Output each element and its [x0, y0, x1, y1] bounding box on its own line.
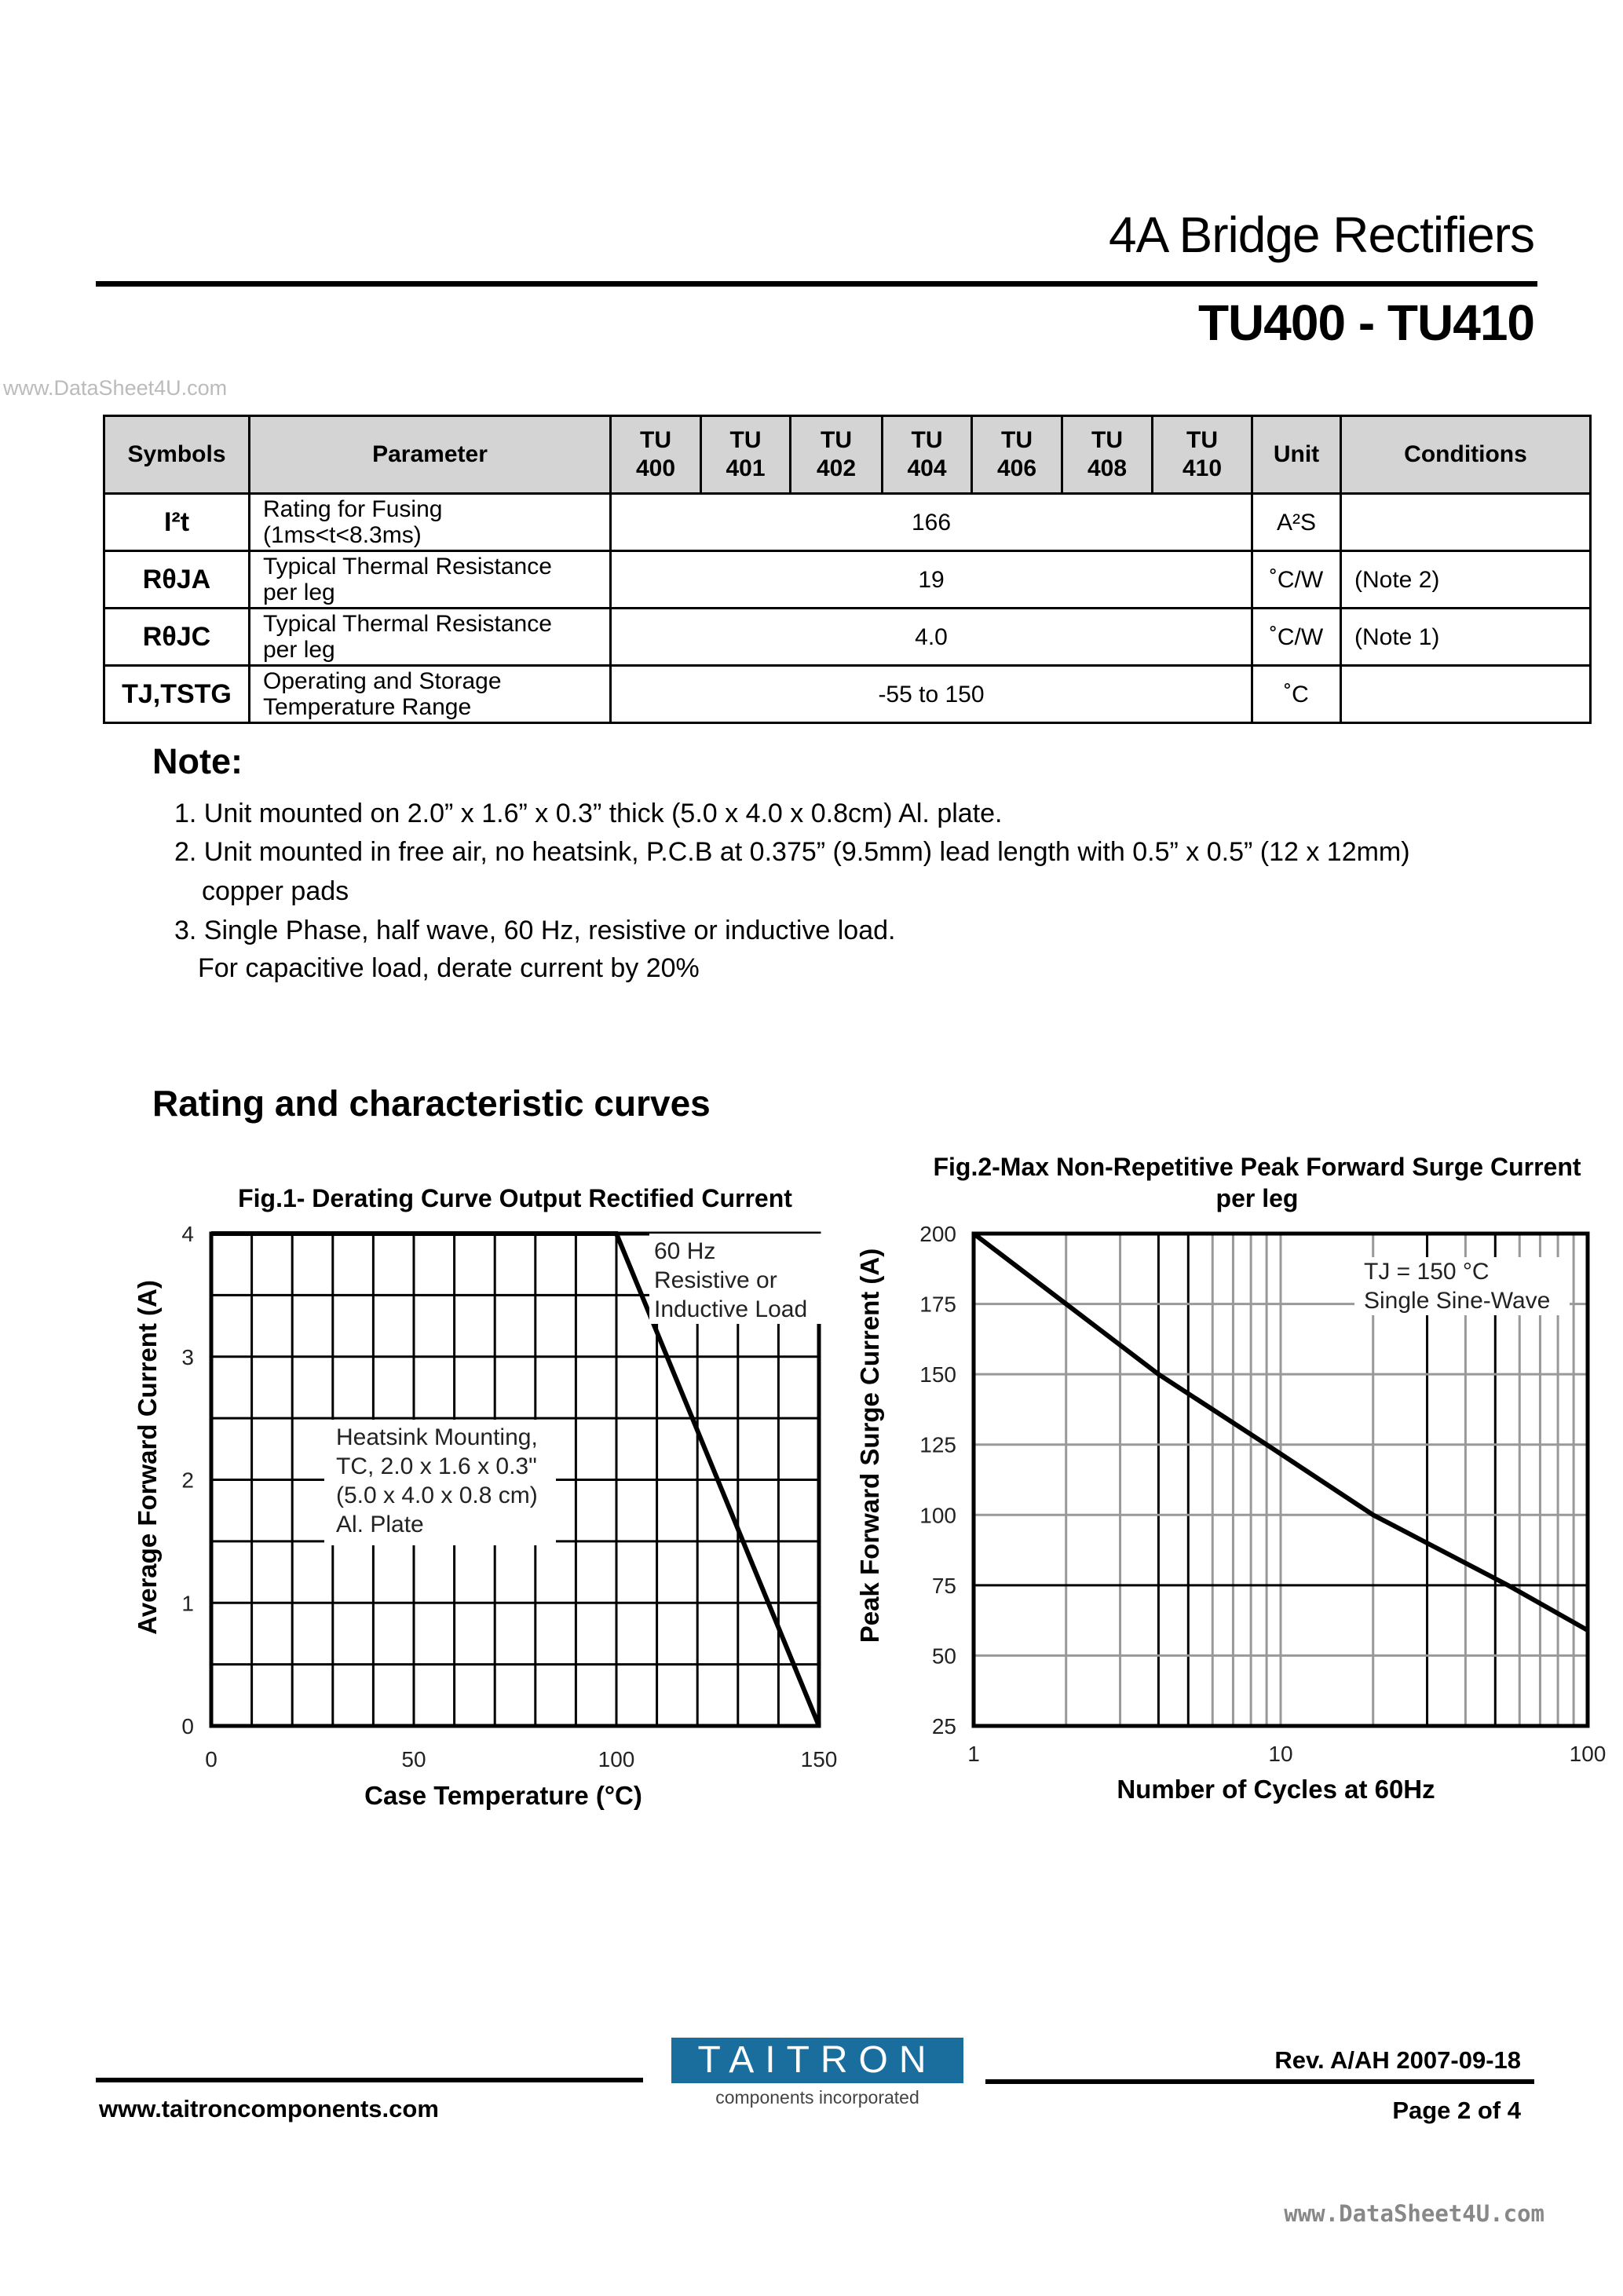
parameter-cell: Typical Thermal Resistance per leg	[250, 609, 611, 666]
fig1-title: Fig.1- Derating Curve Output Rectified Current	[238, 1184, 792, 1212]
header-symbols: Symbols	[104, 416, 250, 494]
unit-cell: ˚C	[1252, 666, 1341, 723]
parameter-cell: Rating for Fusing (1ms<t<8.3ms)	[250, 494, 611, 551]
header-rule	[96, 281, 1537, 287]
note-line: copper pads	[202, 876, 349, 906]
unit-cell: ˚C/W	[1252, 609, 1341, 666]
header-model: TU 406	[972, 416, 1062, 494]
unit-cell: ˚C/W	[1252, 551, 1341, 609]
parameter-cell: Operating and Storage Temperature Range	[250, 666, 611, 723]
footer-rule-right	[985, 2079, 1534, 2084]
revision: Rev. A/AH 2007-09-18	[1274, 2046, 1521, 2074]
conditions-cell	[1341, 494, 1591, 551]
y-tick-label: 200	[919, 1222, 956, 1246]
table-row	[104, 494, 1591, 551]
part-range: TU400 - TU410	[1197, 294, 1534, 351]
footer-rule-left	[96, 2078, 643, 2082]
table-row	[104, 666, 1591, 723]
y-tick-label: 25	[931, 1714, 956, 1738]
value-cell: -55 to 150	[611, 666, 1252, 723]
header-conditions: Conditions	[1341, 416, 1591, 494]
parameter-cell: Typical Thermal Resistance per leg	[250, 551, 611, 609]
y-tick-label: 4	[181, 1222, 194, 1246]
y-tick-label: 175	[919, 1292, 956, 1317]
table-row	[104, 551, 1591, 609]
header-unit: Unit	[1252, 416, 1341, 494]
note-line: 3. Single Phase, half wave, 60 Hz, resistive or inductive load.	[174, 916, 896, 945]
taitron-logo: TAITRON	[671, 2038, 963, 2083]
table-header-row	[104, 416, 1591, 494]
fig2-annotation: TJ = 150 °C Single Sine-Wave	[1354, 1257, 1570, 1315]
y-tick-label: 1	[181, 1591, 194, 1616]
y-tick-label: 2	[181, 1468, 194, 1493]
ratings-table	[103, 415, 1592, 724]
fig2-x-label: Number of Cycles at 60Hz	[1117, 1775, 1435, 1804]
y-tick-label: 125	[919, 1432, 956, 1457]
curves-heading: Rating and characteristic curves	[152, 1083, 711, 1124]
y-tick-label: 100	[919, 1503, 956, 1528]
x-tick-label: 150	[800, 1747, 838, 1771]
conditions-cell	[1341, 666, 1591, 723]
symbol-cell: RθJA	[104, 551, 250, 609]
fig1-annotation-load: 60 Hz Resistive or Inductive Load	[649, 1234, 822, 1324]
y-tick-label: 3	[181, 1344, 194, 1369]
y-tick-label: 150	[919, 1362, 956, 1387]
x-tick-label: 10	[1268, 1742, 1293, 1766]
value-cell: 19	[611, 551, 1252, 609]
x-tick-label: 100	[1569, 1742, 1607, 1766]
logo-tagline: components incorporated	[715, 2087, 919, 2108]
header-model: TU 401	[701, 416, 791, 494]
y-tick-label: 50	[931, 1643, 956, 1669]
header-model: TU 410	[1153, 416, 1252, 494]
value-cell: 4.0	[611, 609, 1252, 666]
document-title: 4A Bridge Rectifiers	[1108, 207, 1534, 263]
fig2-title: Fig.2-Max Non-Repetitive Peak Forward Surge Current	[933, 1153, 1581, 1181]
header-parameter: Parameter	[250, 416, 611, 494]
symbol-cell: RθJC	[104, 609, 250, 666]
symbol-cell: TJ,TSTG	[104, 666, 250, 723]
note-line: 1. Unit mounted on 2.0” x 1.6” x 0.3” thick (5.0 x 4.0 x 0.8cm) Al. plate.	[174, 799, 1003, 828]
unit-cell: A²S	[1252, 494, 1341, 551]
x-tick-label: 50	[401, 1747, 426, 1771]
notes-heading: Note:	[152, 741, 243, 781]
header-model: TU 402	[791, 416, 883, 494]
fig1-x-label: Case Temperature (°C)	[364, 1781, 642, 1810]
note-line: For capacitive load, derate current by 20%	[198, 953, 700, 983]
x-tick-label: 1	[967, 1742, 980, 1766]
header-model: TU 404	[883, 416, 972, 494]
table-row	[104, 609, 1591, 666]
symbol-cell: I²t	[104, 494, 250, 551]
header-model: TU 400	[611, 416, 701, 494]
y-tick-label: 0	[181, 1714, 194, 1738]
watermark: www.DataSheet4U.com	[3, 376, 228, 400]
x-tick-label: 0	[205, 1747, 217, 1771]
fig1-y-label: Average Forward Current (A)	[133, 1280, 162, 1635]
conditions-cell: (Note 2)	[1341, 551, 1591, 609]
fig1-annotation-heatsink: Heatsink Mounting, TC, 2.0 x 1.6 x 0.3" (5.0 x 4.0 x 0.8 cm) Al. Plate	[324, 1420, 556, 1545]
y-tick-label: 75	[931, 1573, 956, 1598]
header-model: TU 408	[1062, 416, 1153, 494]
note-line: 2. Unit mounted in free air, no heatsink, P.C.B at 0.375” (9.5mm) lead length with 0.5” x 0.5” (12 x 12mm)	[174, 837, 1410, 867]
x-tick-label: 100	[598, 1747, 635, 1771]
conditions-cell: (Note 1)	[1341, 609, 1591, 666]
website-link[interactable]: www.taitroncomponents.com	[99, 2095, 439, 2122]
watermark: www.DataSheet4U.com	[1284, 2200, 1544, 2227]
fig2-title-line2: per leg	[1215, 1184, 1299, 1212]
page-number: Page 2 of 4	[1392, 2097, 1521, 2124]
value-cell: 166	[611, 494, 1252, 551]
fig2-y-label: Peak Forward Surge Current (A)	[855, 1248, 884, 1643]
